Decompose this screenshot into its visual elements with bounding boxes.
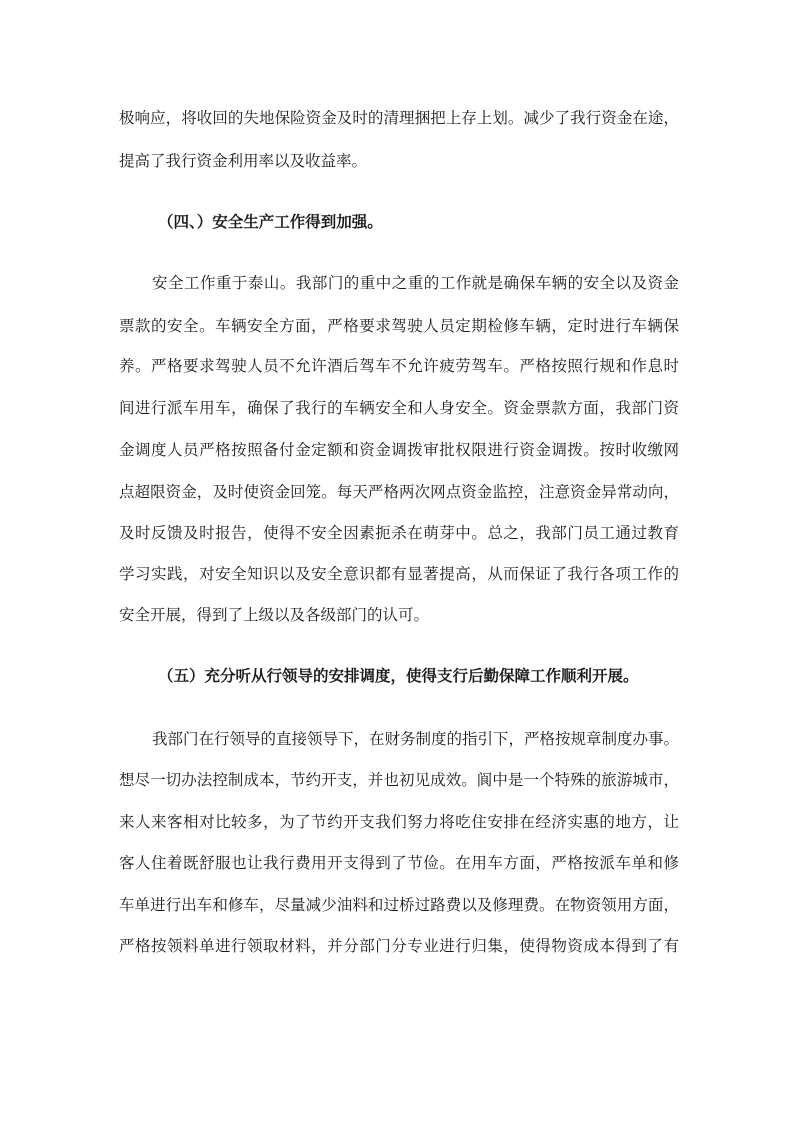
paragraph-1-line-2: 提高了我行资金利用率以及收益率。	[119, 152, 368, 170]
paragraph-3-line-6: 严格按领料单进行领取材料，并分部门分专业进行归集，使得物资成本得到了有	[119, 937, 679, 955]
paragraph-2-line-2: 票款的安全。车辆安全方面，严格要求驾驶人员定期检修车辆，定时进行车辆保	[119, 317, 679, 335]
paragraph-2-line-6: 点超限资金，及时使资金回笼。每天严格两次网点资金监控，注意资金异常动向，	[119, 483, 679, 501]
paragraph-3-line-1: 我部门在行领导的直接领导下，在财务制度的指引下，严格按规章制度办事。	[152, 730, 680, 748]
paragraph-1-line-1: 极响应，将收回的失地保险资金及时的清理捆把上存上划。减少了我行资金在途，	[119, 109, 679, 127]
paragraph-2-line-1: 安全工作重于泰山。我部门的重中之重的工作就是确保车辆的安全以及资金	[152, 274, 679, 292]
paragraph-2-line-7: 及时反馈及时报告，使得不安全因素扼杀在萌芽中。总之，我部门员工通过教育	[119, 524, 679, 542]
paragraph-2-line-3: 养。严格要求驾驶人员不允许酒后驾车不允许疲劳驾车。严格按照行规和作息时	[119, 357, 679, 375]
paragraph-2-line-9: 安全开展，得到了上级以及各级部门的认可。	[119, 606, 430, 624]
paragraph-3-line-5: 车单进行出车和修车，尽量减少油料和过桥过路费以及修理费。在物资领用方面，	[119, 896, 679, 914]
paragraph-3-line-4: 客人住着既舒服也让我行费用开支得到了节俭。在用车方面，严格按派车单和修	[119, 854, 679, 872]
paragraph-3-line-3: 来人来客相对比较多，为了节约开支我们努力将吃住安排在经济实惠的地方，让	[119, 813, 679, 831]
paragraph-3-line-2: 想尽一切办法控制成本，节约开支，并也初见成效。阆中是一个特殊的旅游城市，	[119, 771, 679, 789]
paragraph-2-line-4: 间进行派车用车，确保了我行的车辆安全和人身安全。资金票款方面，我部门资	[119, 399, 679, 417]
paragraph-2-line-8: 学习实践，对安全知识以及安全意识都有显著提高，从而保证了我行各项工作的	[119, 565, 679, 583]
paragraph-2-line-5: 金调度人员严格按照备付金定额和资金调拨审批权限进行资金调拨。按时收缴网	[119, 441, 679, 459]
section-heading-5: （五）充分听从行领导的安排调度，使得支行后勤保障工作顺利开展。	[158, 667, 639, 685]
section-heading-4: （四、）安全生产工作得到加强。	[158, 213, 383, 231]
